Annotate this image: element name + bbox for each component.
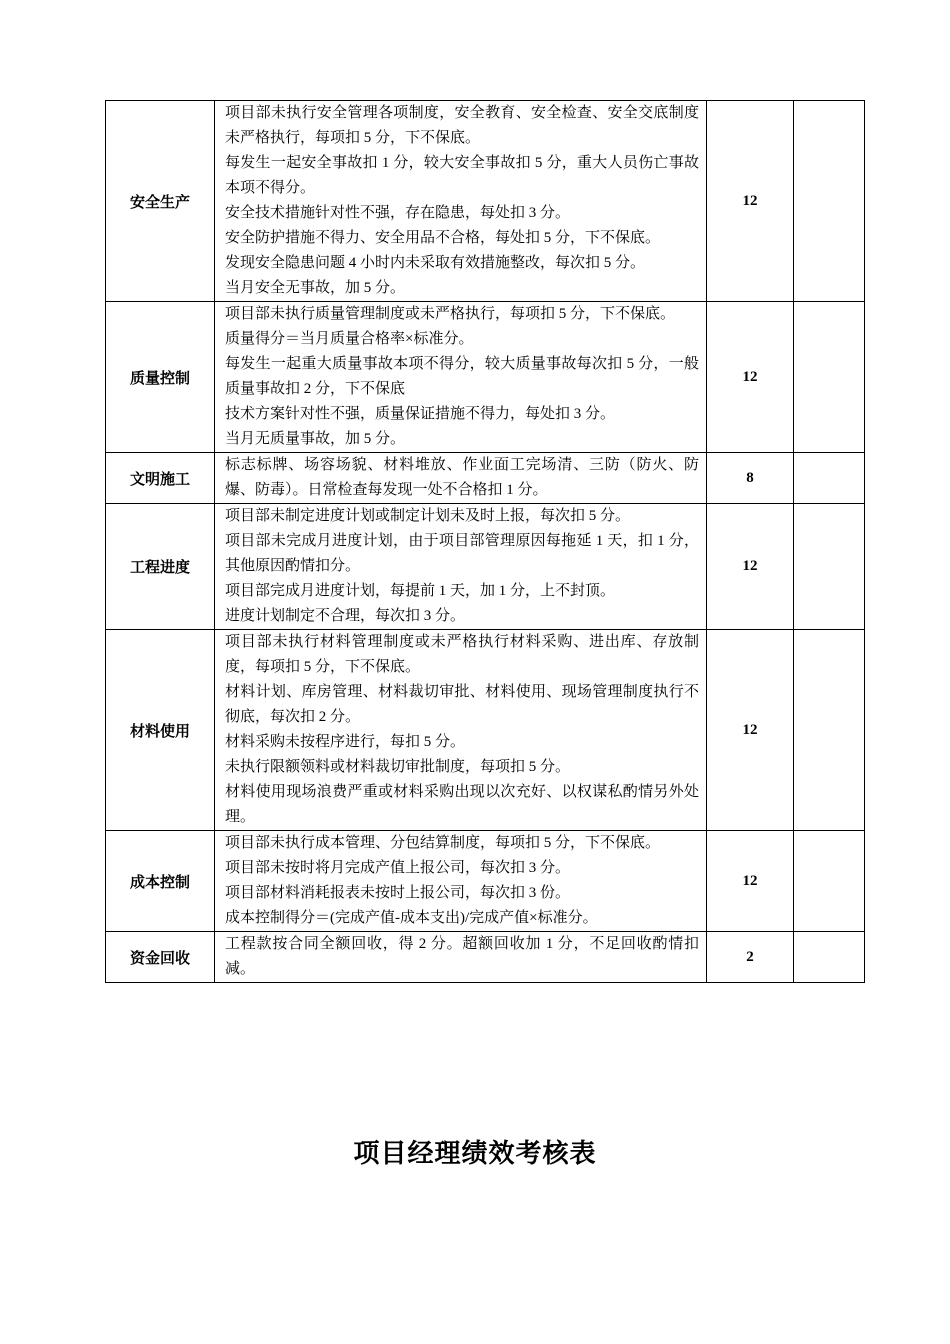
- category-cell: 质量控制: [106, 302, 215, 453]
- criteria-line: 发现安全隐患问题 4 小时内未采取有效措施整改，每次扣 5 分。: [225, 255, 646, 271]
- criteria-line: 项目部未执行成本管理、分包结算制度，每项扣 5 分，下不保底。: [225, 835, 661, 851]
- table-row: [106, 302, 865, 453]
- category-cell: 成本控制: [106, 831, 215, 932]
- criteria-cell: [215, 453, 707, 504]
- standard-score-cell: 12: [707, 831, 794, 932]
- criteria-line: 项目部未执行安全管理各项制度，安全教育、安全检查、安全交底制度未严格执行，每项扣 5 分，下不保底。: [225, 105, 699, 146]
- criteria-line: 项目部未执行材料管理制度或未严格执行材料采购、进出库、存放制度，每项扣 5 分，下不保底。: [225, 634, 699, 675]
- criteria-line: 项目部完成月进度计划，每提前 1 天，加 1 分，上不封顶。: [225, 583, 616, 599]
- actual-score-cell: [794, 101, 865, 302]
- criteria-line: 安全防护措施不得力、安全用品不合格，每处扣 5 分，下不保底。: [225, 230, 661, 246]
- criteria-line: 成本控制得分＝(完成产值-成本支出)/完成产值×标准分。: [225, 910, 598, 926]
- criteria-line: 项目部未完成月进度计划，由于项目部管理原因每拖延 1 天，扣 1 分，其他原因酌情扣分。: [225, 533, 699, 574]
- criteria-line: 进度计划制定不合理，每次扣 3 分。: [225, 608, 466, 624]
- criteria-line: 质量得分＝当月质量合格率×标准分。: [225, 331, 474, 347]
- criteria-cell: [215, 302, 707, 453]
- table-row: [106, 831, 865, 932]
- criteria-line: 安全技术措施针对性不强，存在隐患，每处扣 3 分。: [225, 205, 571, 221]
- criteria-line: 每发生一起重大质量事故本项不得分，较大质量事故每次扣 5 分，一般质量事故扣 2 分，下不保底: [225, 356, 699, 397]
- table-row: [106, 932, 865, 983]
- criteria-line: 工程款按合同全额回收，得 2 分。超额回收加 1 分，不足回收酌情扣减。: [225, 936, 699, 977]
- actual-score-cell: [794, 630, 865, 831]
- document-title: 项目经理绩效考核表: [353, 1139, 597, 1169]
- actual-score-cell: [794, 453, 865, 504]
- criteria-line: 项目部未按时将月完成产值上报公司，每次扣 3 分。: [225, 860, 571, 876]
- criteria-cell: [215, 101, 707, 302]
- table-row: [106, 630, 865, 831]
- assessment-table-body: [106, 101, 865, 983]
- criteria-line: 每发生一起安全事故扣 1 分，较大安全事故扣 5 分，重大人员伤亡事故本项不得分。: [225, 155, 699, 196]
- category-cell: 安全生产: [106, 101, 215, 302]
- standard-score-cell: 12: [707, 630, 794, 831]
- criteria-cell: [215, 932, 707, 983]
- table-row: [106, 453, 865, 504]
- criteria-cell: [215, 831, 707, 932]
- criteria-line: 未执行限额领料或材料裁切审批制度，每项扣 5 分。: [225, 759, 571, 775]
- table-row: [106, 101, 865, 302]
- criteria-line: 项目部材料消耗报表未按时上报公司，每次扣 3 份。: [225, 885, 571, 901]
- actual-score-cell: [794, 932, 865, 983]
- standard-score-cell: 12: [707, 101, 794, 302]
- assessment-table: [105, 100, 865, 983]
- criteria-line: 材料计划、库房管理、材料裁切审批、材料使用、现场管理制度执行不彻底，每次扣 2 分。: [225, 684, 699, 725]
- criteria-cell: [215, 504, 707, 630]
- criteria-line: 材料使用现场浪费严重或材料采购出现以次充好、以权谋私酌情另外处理。: [225, 784, 699, 825]
- criteria-line: 当月无质量事故，加 5 分。: [225, 431, 406, 447]
- actual-score-cell: [794, 504, 865, 630]
- category-cell: 资金回收: [106, 932, 215, 983]
- criteria-line: 技术方案针对性不强，质量保证措施不得力，每处扣 3 分。: [225, 406, 616, 422]
- criteria-cell: [215, 630, 707, 831]
- standard-score-cell: 12: [707, 504, 794, 630]
- standard-score-cell: 12: [707, 302, 794, 453]
- standard-score-cell: 2: [707, 932, 794, 983]
- category-cell: 材料使用: [106, 630, 215, 831]
- category-cell: 工程进度: [106, 504, 215, 630]
- criteria-line: 材料采购未按程序进行，每扣 5 分。: [225, 734, 466, 750]
- criteria-line: 项目部未制定进度计划或制定计划未及时上报，每次扣 5 分。: [225, 508, 631, 524]
- actual-score-cell: [794, 831, 865, 932]
- standard-score-cell: 8: [707, 453, 794, 504]
- actual-score-cell: [794, 302, 865, 453]
- criteria-line: 标志标牌、场容场貌、材料堆放、作业面工完场清、三防（防火、防爆、防毒）。日常检查每发现一处不合格扣 1 分。: [225, 457, 699, 498]
- category-cell: 文明施工: [106, 453, 215, 504]
- criteria-line: 项目部未执行质量管理制度或未严格执行，每项扣 5 分，下不保底。: [225, 306, 676, 322]
- criteria-line: 当月安全无事故，加 5 分。: [225, 280, 406, 296]
- table-row: [106, 504, 865, 630]
